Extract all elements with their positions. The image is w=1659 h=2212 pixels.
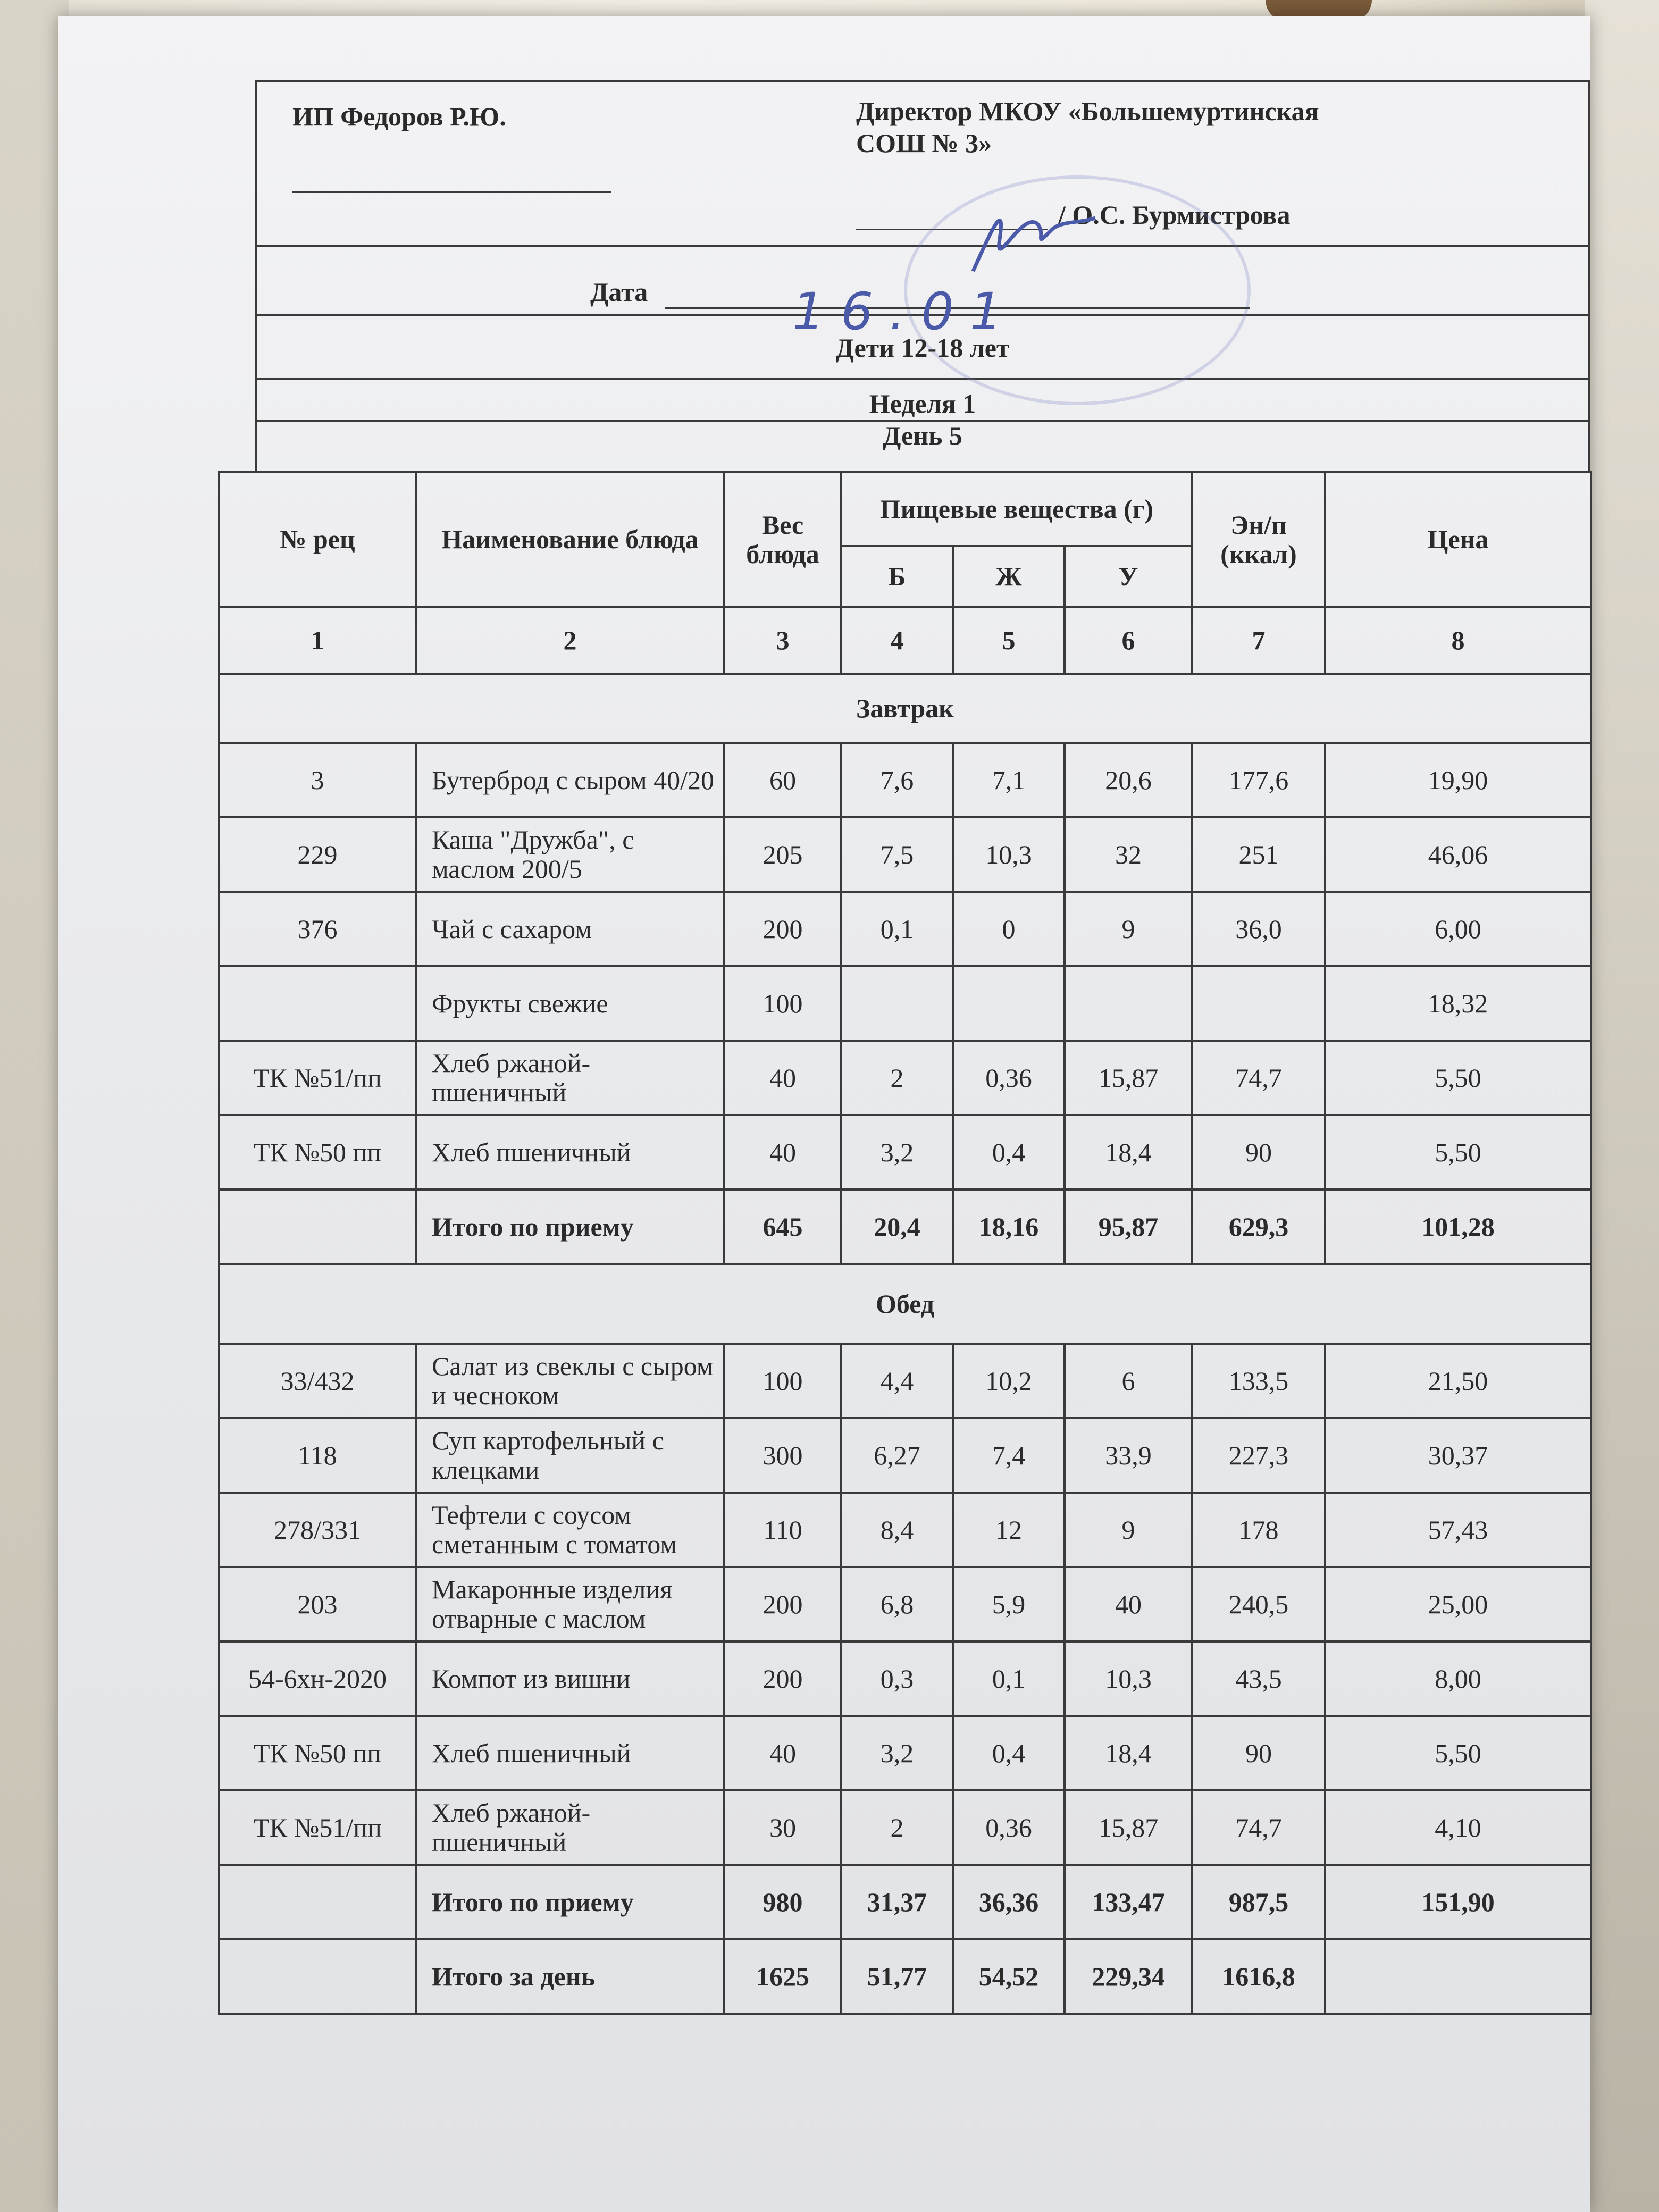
table-row [219, 743, 1591, 817]
cell-rec: 3 [219, 743, 416, 817]
cell-weight: 200 [724, 892, 841, 966]
cell-rec [219, 966, 416, 1041]
col-protein: Б [841, 546, 953, 607]
cell-price: 5,50 [1325, 1716, 1591, 1790]
cell-carbs: 33,9 [1065, 1418, 1192, 1493]
table-row [219, 1790, 1591, 1865]
section-lunch [219, 1264, 1591, 1344]
cell-price: 101,28 [1325, 1189, 1591, 1264]
cell-energy: 987,5 [1192, 1865, 1325, 1939]
col-weight: Вес блюда [724, 472, 841, 607]
breakfast-rows [219, 743, 1591, 1264]
cell-protein: 6,27 [841, 1418, 953, 1493]
cell-energy: 1616,8 [1192, 1939, 1325, 2014]
cell-dish-name: Салат из свеклы с сыром и чесноком [416, 1344, 724, 1418]
table-row [219, 1041, 1591, 1115]
cell-price: 5,50 [1325, 1115, 1591, 1189]
day-label: День 5 [883, 421, 962, 450]
cell-protein: 4,4 [841, 1344, 953, 1418]
table-row [219, 1418, 1591, 1493]
date-value: 16.01 [792, 282, 1018, 341]
cell-weight: 40 [724, 1041, 841, 1115]
cell-rec: 118 [219, 1418, 416, 1493]
cell-energy: 133,5 [1192, 1344, 1325, 1418]
col-carbs: У [1065, 546, 1192, 607]
cell-dish-name: Хлеб ржаной-пшеничный [416, 1041, 724, 1115]
cell-fat: 0,36 [953, 1790, 1065, 1865]
cell-dish-name: Фрукты свежие [416, 966, 724, 1041]
cell-price: 19,90 [1325, 743, 1591, 817]
col-num: 7 [1192, 607, 1325, 674]
cell-energy: 240,5 [1192, 1567, 1325, 1641]
table-row [219, 892, 1591, 966]
cell-energy [1192, 966, 1325, 1041]
cell-weight: 40 [724, 1716, 841, 1790]
cell-weight: 980 [724, 1865, 841, 1939]
cell-weight: 200 [724, 1641, 841, 1716]
cell-protein: 0,1 [841, 892, 953, 966]
cell-energy: 90 [1192, 1716, 1325, 1790]
cell-energy: 629,3 [1192, 1189, 1325, 1264]
cell-dish-name: Суп картофельный с клецками [416, 1418, 724, 1493]
table-row [219, 966, 1591, 1041]
cell-fat [953, 966, 1065, 1041]
cell-price [1325, 1939, 1591, 2014]
col-num: 5 [953, 607, 1065, 674]
cell-carbs: 40 [1065, 1567, 1192, 1641]
cell-rec: ТК №51/пп [219, 1790, 416, 1865]
table-row [219, 1344, 1591, 1418]
cell-weight: 100 [724, 1344, 841, 1418]
cell-carbs: 18,4 [1065, 1115, 1192, 1189]
cell-dish-name: Хлеб ржаной-пшеничный [416, 1790, 724, 1865]
cell-fat: 36,36 [953, 1865, 1065, 1939]
cell-protein: 51,77 [841, 1939, 953, 2014]
cell-price: 46,06 [1325, 817, 1591, 892]
table-row [219, 1115, 1591, 1189]
cell-rec [219, 1189, 416, 1264]
header-row [219, 472, 1591, 546]
col-num: 3 [724, 607, 841, 674]
cell-carbs: 6 [1065, 1344, 1192, 1418]
menu-document [58, 16, 1590, 2212]
cell-rec: 54-6хн-2020 [219, 1641, 416, 1716]
cell-protein [841, 966, 953, 1041]
cell-energy: 36,0 [1192, 892, 1325, 966]
col-num: 2 [416, 607, 724, 674]
cell-fat: 12 [953, 1493, 1065, 1567]
cell-protein: 6,8 [841, 1567, 953, 1641]
cell-rec: 376 [219, 892, 416, 966]
cell-fat: 18,16 [953, 1189, 1065, 1264]
cell-carbs: 229,34 [1065, 1939, 1192, 2014]
cell-weight: 100 [724, 966, 841, 1041]
cell-price: 57,43 [1325, 1493, 1591, 1567]
cell-energy: 90 [1192, 1115, 1325, 1189]
cell-fat: 5,9 [953, 1567, 1065, 1641]
col-num: 8 [1325, 607, 1591, 674]
cell-dish-name: Итого по приему [416, 1189, 724, 1264]
cell-price: 4,10 [1325, 1790, 1591, 1865]
col-energy: Эн/п (ккал) [1192, 472, 1325, 607]
frame-top-line [255, 80, 1590, 82]
cell-energy: 43,5 [1192, 1641, 1325, 1716]
table-row [219, 1493, 1591, 1567]
cell-price: 8,00 [1325, 1641, 1591, 1716]
cell-protein: 3,2 [841, 1115, 953, 1189]
table-row [219, 1641, 1591, 1716]
table-row [219, 817, 1591, 892]
cell-price: 151,90 [1325, 1865, 1591, 1939]
cell-weight: 110 [724, 1493, 841, 1567]
cell-protein: 8,4 [841, 1493, 953, 1567]
cell-dish-name: Чай с сахаром [416, 892, 724, 966]
table-row [219, 1567, 1591, 1641]
cell-weight: 40 [724, 1115, 841, 1189]
cell-fat: 10,3 [953, 817, 1065, 892]
cell-carbs: 15,87 [1065, 1790, 1192, 1865]
col-nutrients: Пищевые вещества (г) [841, 472, 1192, 546]
cell-rec [219, 1939, 416, 2014]
column-numbers-row [219, 607, 1591, 674]
background-right [1585, 0, 1659, 2212]
col-num: 4 [841, 607, 953, 674]
col-dish-name: Наименование блюда [416, 472, 724, 607]
director-title-line1: Директор МКОУ «Большемуртинская [856, 96, 1319, 126]
section-breakfast [219, 674, 1591, 743]
handwritten-signature [962, 191, 1101, 282]
cell-carbs: 32 [1065, 817, 1192, 892]
cell-carbs: 15,87 [1065, 1041, 1192, 1115]
org-signature-line [292, 191, 611, 193]
cell-fat: 0,4 [953, 1716, 1065, 1790]
cell-weight: 645 [724, 1189, 841, 1264]
date-label: Дата [590, 277, 648, 307]
cell-protein: 20,4 [841, 1189, 953, 1264]
age-group: Дети 12-18 лет [835, 333, 1010, 363]
organization-name: ИП Федоров Р.Ю. [292, 102, 506, 131]
total-row [219, 1939, 1591, 2014]
cell-dish-name: Бутерброд с сыром 40/20 [416, 743, 724, 817]
col-num: 1 [219, 607, 416, 674]
director-title-line2: СОШ № 3» [856, 128, 992, 158]
cell-rec: 203 [219, 1567, 416, 1641]
col-rec-no: № рец [219, 472, 416, 607]
cell-dish-name: Хлеб пшеничный [416, 1115, 724, 1189]
cell-weight: 200 [724, 1567, 841, 1641]
cell-protein: 3,2 [841, 1716, 953, 1790]
col-fat: Ж [953, 546, 1065, 607]
cell-carbs: 18,4 [1065, 1716, 1192, 1790]
cell-rec: ТК №50 пп [219, 1716, 416, 1790]
cell-protein: 2 [841, 1041, 953, 1115]
header-divider-3 [255, 378, 1590, 380]
cell-dish-name: Компот из вишни [416, 1641, 724, 1716]
cell-price: 6,00 [1325, 892, 1591, 966]
cell-carbs: 95,87 [1065, 1189, 1192, 1264]
cell-fat: 54,52 [953, 1939, 1065, 2014]
col-price: Цена [1325, 472, 1591, 607]
cell-price: 21,50 [1325, 1344, 1591, 1418]
cell-energy: 227,3 [1192, 1418, 1325, 1493]
cell-carbs: 20,6 [1065, 743, 1192, 817]
cell-price: 30,37 [1325, 1418, 1591, 1493]
cell-dish-name: Тефтели с соусом сметанным с томатом [416, 1493, 724, 1567]
cell-dish-name: Каша "Дружба", с маслом 200/5 [416, 817, 724, 892]
cell-energy: 177,6 [1192, 743, 1325, 817]
cell-rec: ТК №51/пп [219, 1041, 416, 1115]
cell-rec: 278/331 [219, 1493, 416, 1567]
menu-table [218, 471, 1592, 2015]
total-row [219, 1865, 1591, 1939]
director-name: / О.С. Бурмистрова [1058, 200, 1291, 230]
cell-weight: 30 [724, 1790, 841, 1865]
cell-energy: 74,7 [1192, 1790, 1325, 1865]
cell-protein: 31,37 [841, 1865, 953, 1939]
cell-fat: 0,1 [953, 1641, 1065, 1716]
cell-energy: 178 [1192, 1493, 1325, 1567]
table-row [219, 1716, 1591, 1790]
cell-price: 5,50 [1325, 1041, 1591, 1115]
cell-dish-name: Макаронные изделия отварные с маслом [416, 1567, 724, 1641]
cell-rec: ТК №50 пп [219, 1115, 416, 1189]
cell-price: 25,00 [1325, 1567, 1591, 1641]
cell-price: 18,32 [1325, 966, 1591, 1041]
cell-dish-name: Итого по приему [416, 1865, 724, 1939]
cell-energy: 74,7 [1192, 1041, 1325, 1115]
cell-rec [219, 1865, 416, 1939]
cell-fat: 0 [953, 892, 1065, 966]
cell-dish-name: Итого за день [416, 1939, 724, 2014]
cell-energy: 251 [1192, 817, 1325, 892]
lunch-rows [219, 1344, 1591, 2014]
total-row [219, 1189, 1591, 1264]
cell-weight: 300 [724, 1418, 841, 1493]
cell-rec: 33/432 [219, 1344, 416, 1418]
section-title: Завтрак [219, 674, 1591, 743]
cell-fat: 7,1 [953, 743, 1065, 817]
cell-carbs: 9 [1065, 1493, 1192, 1567]
cell-fat: 0,36 [953, 1041, 1065, 1115]
cell-fat: 7,4 [953, 1418, 1065, 1493]
cell-carbs: 133,47 [1065, 1865, 1192, 1939]
cell-weight: 1625 [724, 1939, 841, 2014]
cell-carbs: 10,3 [1065, 1641, 1192, 1716]
cell-weight: 60 [724, 743, 841, 817]
cell-protein: 2 [841, 1790, 953, 1865]
week-label: Неделя 1 [869, 389, 976, 418]
cell-protein: 7,5 [841, 817, 953, 892]
cell-dish-name: Хлеб пшеничный [416, 1716, 724, 1790]
cell-protein: 0,3 [841, 1641, 953, 1716]
cell-carbs: 9 [1065, 892, 1192, 966]
cell-rec: 229 [219, 817, 416, 892]
cell-weight: 205 [724, 817, 841, 892]
section-title: Обед [219, 1264, 1591, 1344]
cell-fat: 10,2 [953, 1344, 1065, 1418]
cell-protein: 7,6 [841, 743, 953, 817]
cell-fat: 0,4 [953, 1115, 1065, 1189]
cell-carbs [1065, 966, 1192, 1041]
col-num: 6 [1065, 607, 1192, 674]
